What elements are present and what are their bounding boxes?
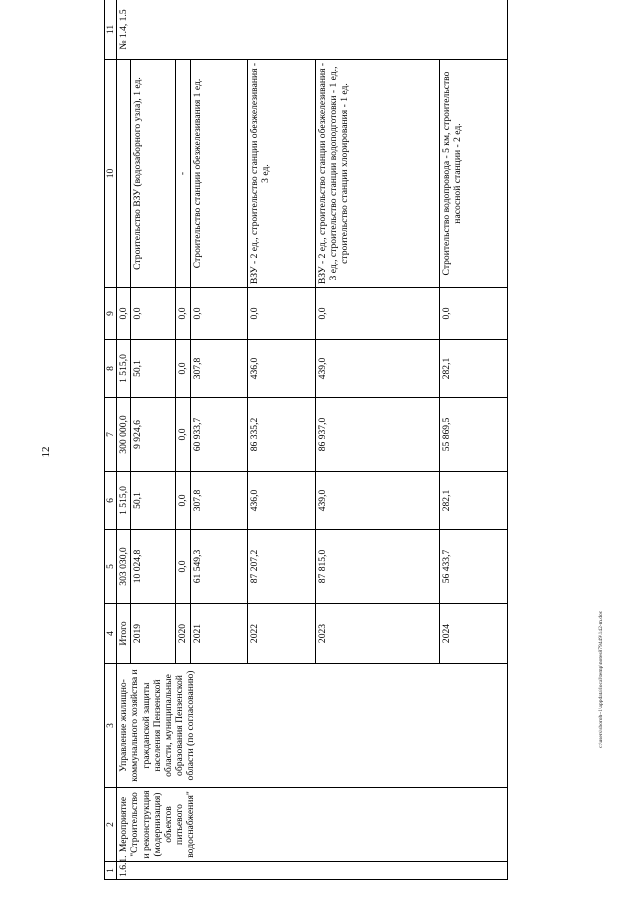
result-cell: ВЗУ - 2 ед., строительство станции обезжелезивания - 3 ед., строительство станции водоподготовки - 1 ед., строительство станции хлорирования - 1 ед. bbox=[315, 60, 439, 288]
value-cell: 0,0 bbox=[176, 288, 190, 340]
value-cell: 282,1 bbox=[439, 472, 507, 530]
value-cell: 50,1 bbox=[131, 340, 176, 398]
col-number: 2 bbox=[105, 788, 117, 862]
value-cell: 9 924,6 bbox=[131, 398, 176, 472]
year-cell: 2021 bbox=[190, 604, 247, 664]
total-cell: 303 030,0 bbox=[117, 530, 131, 604]
value-cell: 282,1 bbox=[439, 340, 507, 398]
result-cell: Строительство станции обезжелезивания 1 ед. bbox=[190, 60, 247, 288]
year-cell: 2019 bbox=[131, 604, 176, 664]
item-number-cell: 1.6.1. bbox=[117, 862, 507, 880]
total-cell: 56 433,7 bbox=[439, 530, 507, 604]
col-number: 7 bbox=[105, 398, 117, 472]
value-cell: 1 515,0 bbox=[117, 472, 131, 530]
total-cell: 87 207,2 bbox=[247, 530, 315, 604]
result-cell: Строительство ВЗУ (водозаборного узла), 1 ед. bbox=[131, 60, 176, 288]
result-cell: Строительство водопровода - 5 км, строительство насосной станции - 2 ед. bbox=[439, 60, 507, 288]
program-events-table bbox=[104, 0, 508, 880]
value-cell: 439,0 bbox=[315, 340, 439, 398]
value-cell: 60 933,7 bbox=[190, 398, 247, 472]
value-cell: 307,8 bbox=[190, 472, 247, 530]
result-cell bbox=[117, 60, 131, 288]
result-cell: - bbox=[176, 60, 190, 288]
total-cell: 10 024,8 bbox=[131, 530, 176, 604]
year-cell: 2024 bbox=[439, 604, 507, 664]
event-name-cell: Мероприятие "Строительство и реконструкция (модернизация) объектов питьевого водоснабжения" bbox=[117, 788, 507, 862]
col-number: 11 bbox=[105, 0, 117, 60]
note-cell: № 1.4, 1.5 bbox=[117, 0, 507, 60]
value-cell: 436,0 bbox=[247, 340, 315, 398]
value-cell: 86 937,0 bbox=[315, 398, 439, 472]
year-cell: 2020 bbox=[176, 604, 190, 664]
total-cell: 0,0 bbox=[176, 530, 190, 604]
value-cell: 0,0 bbox=[439, 288, 507, 340]
value-cell: 86 335,2 bbox=[247, 398, 315, 472]
value-cell: 300 000,0 bbox=[117, 398, 131, 472]
footer-file-path: c:\users\sboroh~1\appdata\local\temp\notes879449\142-m.doc bbox=[598, 610, 604, 748]
value-cell: 439,0 bbox=[315, 472, 439, 530]
value-cell: 0,0 bbox=[131, 288, 176, 340]
col-number: 4 bbox=[105, 604, 117, 664]
value-cell: 55 869,5 bbox=[439, 398, 507, 472]
executor-cell: Управление жилищно-коммунального хозяйства и гражданской защиты населения Пензенской области, муниципальные образования Пензенской области (по согласованию) bbox=[117, 664, 507, 788]
rotated-table-container bbox=[104, 9, 588, 880]
col-number: 9 bbox=[105, 288, 117, 340]
value-cell: 436,0 bbox=[247, 472, 315, 530]
year-cell: 2023 bbox=[315, 604, 439, 664]
value-cell: 0,0 bbox=[247, 288, 315, 340]
page-number: 12 bbox=[40, 446, 52, 458]
value-cell: 0,0 bbox=[176, 398, 190, 472]
value-cell: 0,0 bbox=[117, 288, 131, 340]
col-number: 3 bbox=[105, 664, 117, 788]
table-row-total bbox=[117, 0, 131, 880]
col-number: 8 bbox=[105, 340, 117, 398]
value-cell: 1 515,0 bbox=[117, 340, 131, 398]
col-number: 5 bbox=[105, 530, 117, 604]
col-number: 10 bbox=[105, 60, 117, 288]
year-cell: 2022 bbox=[247, 604, 315, 664]
value-cell: 0,0 bbox=[315, 288, 439, 340]
col-number: 6 bbox=[105, 472, 117, 530]
column-number-row bbox=[105, 0, 117, 880]
value-cell: 0,0 bbox=[176, 340, 190, 398]
year-cell: Итого bbox=[117, 604, 131, 664]
col-number: 1 bbox=[105, 862, 117, 880]
value-cell: 307,8 bbox=[190, 340, 247, 398]
total-cell: 61 549,3 bbox=[190, 530, 247, 604]
total-cell: 87 815,0 bbox=[315, 530, 439, 604]
value-cell: 50,1 bbox=[131, 472, 176, 530]
result-cell: ВЗУ - 2 ед., строительство станции обезжелезивания - 3 ед. bbox=[247, 60, 315, 288]
value-cell: 0,0 bbox=[190, 288, 247, 340]
value-cell: 0,0 bbox=[176, 472, 190, 530]
